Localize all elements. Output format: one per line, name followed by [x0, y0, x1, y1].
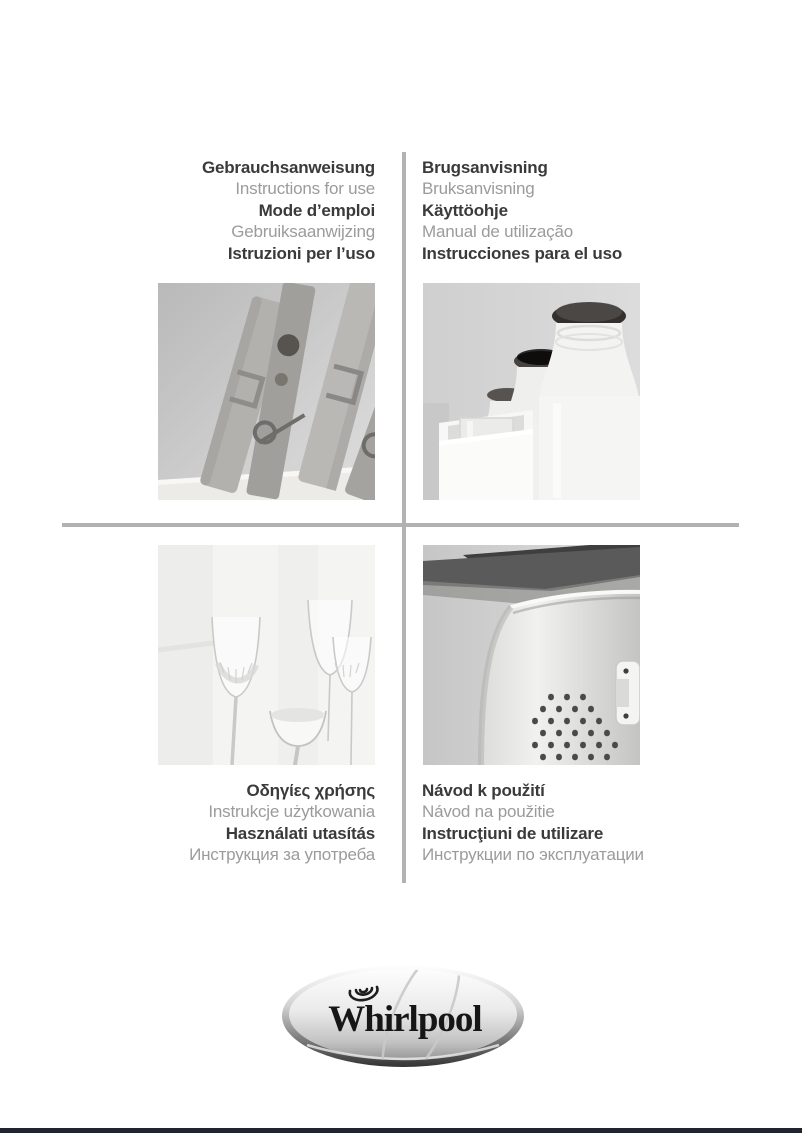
language-italian: Istruzioni per l’uso — [227, 243, 375, 263]
language-slovak: Návod na použitie — [422, 802, 555, 822]
language-spanish: Instrucciones para el uso — [422, 243, 623, 263]
language-list-top-left — [202, 157, 375, 264]
language-portuguese: Manual de utilização — [422, 222, 573, 242]
language-russian: Инструкции по эксплуатации — [422, 845, 644, 865]
footer-bar — [0, 1128, 802, 1133]
language-list-bottom-right — [422, 780, 644, 866]
language-greek: Οδηγίες χρήσης — [246, 781, 375, 800]
language-danish: Brugsanvisning — [422, 158, 548, 177]
language-list-top-right — [422, 157, 622, 264]
language-german: Gebrauchsanweisung — [201, 158, 375, 177]
language-dutch: Gebruiksaanwijzing — [231, 222, 375, 242]
vertical-divider — [402, 152, 406, 883]
language-finnish: Käyttöohje — [422, 200, 508, 220]
photo-colander — [423, 545, 640, 765]
language-polish: Instrukcje użytkowania — [208, 802, 375, 822]
language-list-bottom-left — [189, 780, 375, 866]
photo-clothespins — [158, 283, 375, 500]
language-swedish: Bruksanvisning — [422, 179, 535, 199]
language-english: Instructions for use — [235, 179, 375, 199]
photo-wine-glasses — [158, 545, 375, 765]
language-hungarian: Használati utasítás — [225, 823, 375, 843]
logo-wordmark: Whirlpool — [328, 999, 482, 1040]
horizontal-divider — [62, 523, 739, 527]
language-romanian: Instrucţiuni de utilizare — [422, 823, 604, 843]
photo-milk-bottles — [423, 283, 640, 500]
language-french: Mode d’emploi — [258, 200, 375, 220]
whirlpool-logo — [281, 963, 525, 1069]
language-czech: Návod k použití — [422, 781, 545, 800]
language-bulgarian: Инструкция за употреба — [189, 845, 375, 865]
